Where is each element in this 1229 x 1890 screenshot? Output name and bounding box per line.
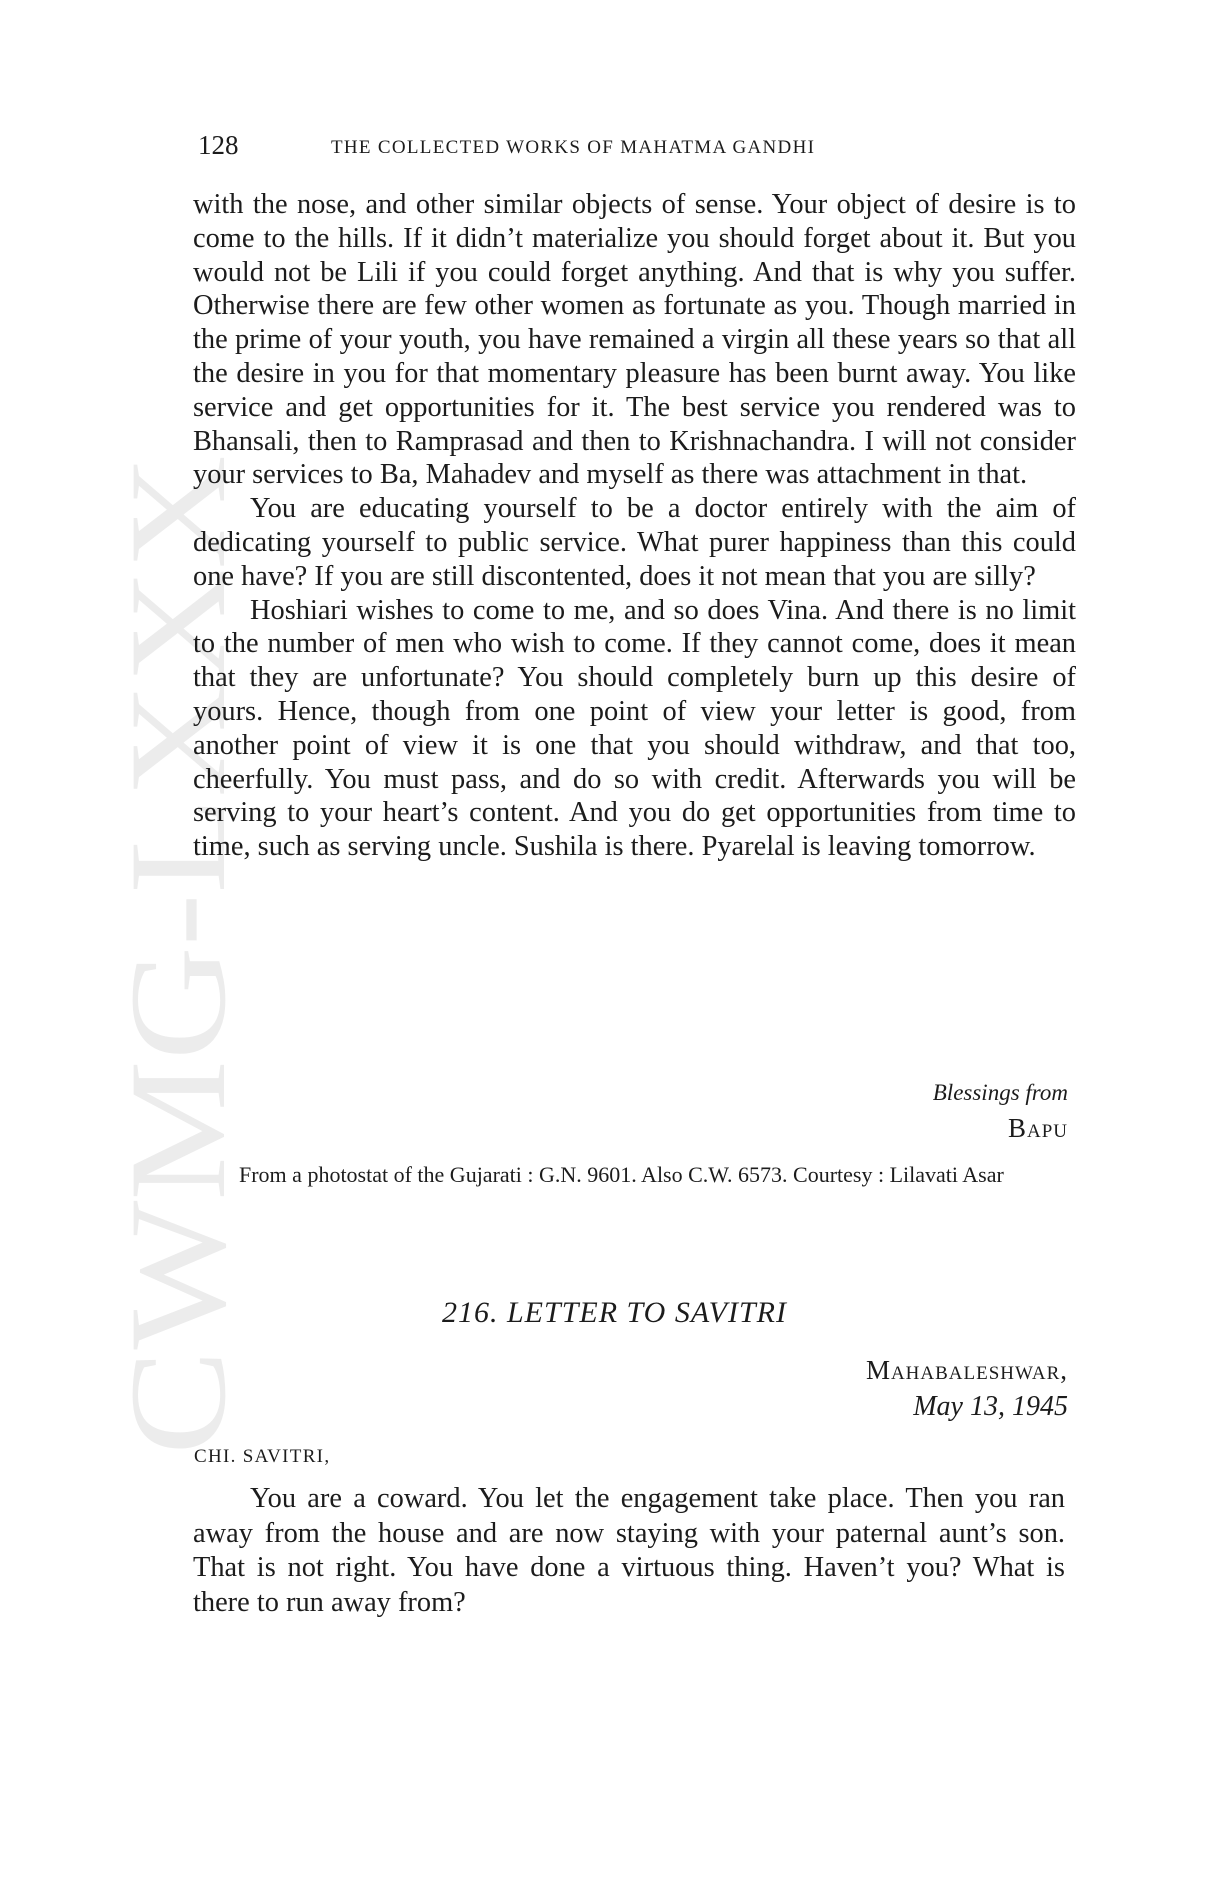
- letter-body: [193, 1482, 1065, 1620]
- page-number: 128: [198, 130, 239, 160]
- running-title: THE COLLECTED WORKS OF MAHATMA GANDHI: [331, 137, 816, 158]
- letter-place: Mahabaleshwar,: [865, 1355, 1068, 1385]
- watermark-text: CWMG-LXXX: [101, 581, 254, 1455]
- signature-name: Bapu: [1007, 1113, 1068, 1143]
- letter-date: May 13, 1945: [913, 1391, 1068, 1422]
- source-note: [193, 1158, 1069, 1192]
- page-header: [198, 130, 1078, 170]
- letter-salutation: CHI. SAVITRI,: [194, 1446, 331, 1467]
- source-note-text: From a photostat of the Gujarati : G.N. 9601. Also C.W. 6573. Courtesy : Lilavati Asar: [239, 1162, 1004, 1187]
- letter-continuation-text: [193, 188, 1076, 864]
- body-paragraph: Hoshiari wishes to come to me, and so does Vina. And there is no limit to the number of men who wish to come. If they cannot come, does it mean that they are unfortunate? You should completely burn up this desire of yours. Hence, though from one point of view your letter is good, from another point of view it is one that you should withdraw, and that too, cheerfully. You must pass, and do so with credit. Afterwards you will be serving to your heart’s content. And you do get opportunities from time to time, such as serving uncle. Sushila is there. Pyarelal is leaving tomorrow.: [193, 594, 1076, 863]
- blessings-line: Blessings from: [932, 1080, 1068, 1105]
- signature-block: [933, 1077, 1068, 1147]
- letter-paragraph: You are a coward. You let the engagement take place. Then you ran away from the house and are now staying with your paternal aunt’s son. That is not right. You have done a virtuous thing. Haven’t you? What is there to run away from?: [193, 1483, 1065, 1618]
- section-heading: 216. LETTER TO SAVITRI: [442, 1296, 787, 1329]
- body-paragraph: You are educating yourself to be a doctor entirely with the aim of dedicating yourself to public service. What purer happiness than this could one have? If you are still discontented, does it not mean that you are silly?: [193, 493, 1076, 592]
- body-paragraph: with the nose, and other similar objects of sense. Your object of desire is to come to the hills. If it didn’t materialize you should forget about it. But you would not be Lili if you could forget anything. And that is why you suffer. Otherwise there are few other women as fortunate as you. Though married in the prime of your youth, you have remained a virgin all these years so that all the desire in you for that momentary pleasure has been burnt away. You like service and get opportunities for it. The best service you rendered was to Bhansali, then to Ramprasad and then to Krishnachandra. I will not consider your services to Ba, Mahadev and myself as there was attachment in that.: [193, 189, 1076, 491]
